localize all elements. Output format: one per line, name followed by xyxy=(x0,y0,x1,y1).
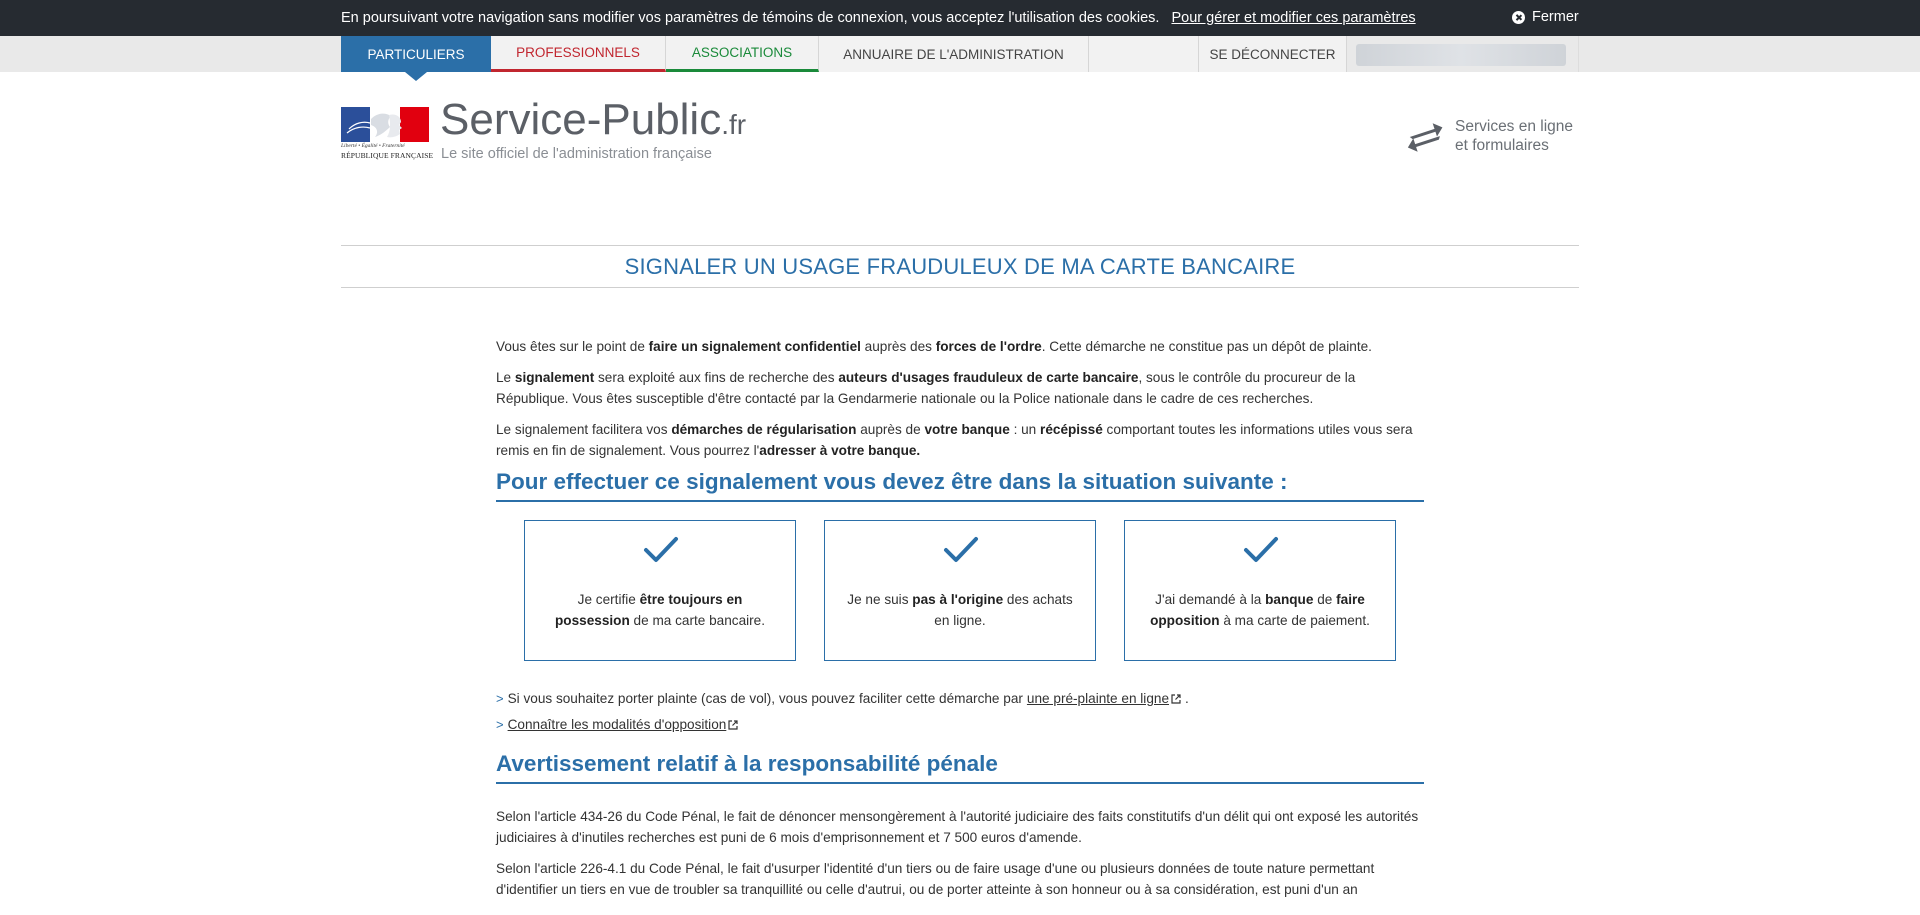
cookie-banner xyxy=(0,0,1920,36)
cookie-text: En poursuivant votre navigation sans modifier vos paramètres de témoins de connexion, vous acceptez l'utilisation des cookies. xyxy=(341,10,1160,26)
tab-particuliers[interactable]: PARTICULIERS xyxy=(341,36,491,72)
site-brand[interactable] xyxy=(440,95,747,144)
tab-associations[interactable]: ASSOCIATIONS xyxy=(666,36,819,72)
title-divider-top xyxy=(341,245,1579,246)
brand-tld: .fr xyxy=(721,109,747,140)
section-warning-title: Avertissement relatif à la responsabilité pénale xyxy=(496,753,1424,784)
title-divider-bottom xyxy=(341,287,1579,288)
warning-paragraph-2: Selon l'article 226-4.1 du Code Pénal, le fait d'usurper l'identité d'un tiers ou de faire usage d'une ou plusieurs données de toute nature permettant d'identifier un tiers en vue de troubler sa tranquillité ou celle d'autrui, ou de porter atteinte à son honneur ou à sa considération, est puni d'un an xyxy=(496,861,1375,897)
preplainte-link[interactable]: une pré-plainte en ligne xyxy=(1027,688,1181,709)
site-tagline: Le site officiel de l'administration française xyxy=(441,146,712,162)
condition-text: J'ai demandé à la banque de faire opposition à ma carte de paiement. xyxy=(1150,592,1370,628)
condition-card xyxy=(1124,520,1396,661)
intro-paragraph-3: Le signalement facilitera vos démarches de régularisation auprès de votre banque : un récépissé comportant toutes les informations utiles vous sera remis en fin de signalement. Vous pourrez l'adresser à votre banque. xyxy=(496,422,1413,458)
main-content xyxy=(496,336,1424,910)
external-link-icon xyxy=(1171,694,1181,704)
services-en-ligne-link[interactable] xyxy=(1405,117,1573,155)
preplainte-text: Si vous souhaitez porter plainte (cas de vol), vous pouvez faciliter cette démarche par xyxy=(507,691,1023,706)
top-navigation xyxy=(0,36,1920,72)
warning-paragraph-1: Selon l'article 434-26 du Code Pénal, le fait de dénoncer mensongèrement à l'autorité judiciaire des faits constitutifs d'un délit qui ont exposé les autorités judiciaires à d'inutiles recherches est puni de 6 mois d'emprisonnement et 7 500 euros d'amende. xyxy=(496,809,1419,845)
logout-button[interactable]: SE DÉCONNECTER xyxy=(1199,36,1347,72)
cookie-settings-link[interactable]: Pour gérer et modifier ces paramètres xyxy=(1171,10,1416,26)
user-account-blurred[interactable] xyxy=(1356,44,1566,66)
checkmark-icon xyxy=(642,533,680,567)
checkmark-icon xyxy=(1242,533,1280,567)
services-line-1: Services en ligne xyxy=(1455,118,1574,135)
republique-francaise: RÉPUBLIQUE FRANÇAISE xyxy=(341,151,434,160)
link-row-opposition xyxy=(496,714,1424,735)
condition-text: Je certifie être toujours en possession de ma carte bancaire. xyxy=(554,592,766,628)
tab-professionnels[interactable]: PROFESSIONNELS xyxy=(491,36,666,72)
marianne-motto: Liberté • Égalité • Fraternité xyxy=(341,143,405,149)
condition-text: Je ne suis pas à l'origine des achats en ligne. xyxy=(847,592,1073,628)
condition-card xyxy=(824,520,1096,661)
services-line-2: et formulaires xyxy=(1455,137,1549,154)
opposition-link[interactable]: Connaître les modalités d'opposition xyxy=(508,714,739,735)
condition-card xyxy=(524,520,796,661)
brand-name: Service-Public xyxy=(440,95,722,144)
marianne-flag-icon xyxy=(341,107,429,142)
section-conditions-title: Pour effectuer ce signalement vous devez être dans la situation suivante : xyxy=(496,471,1424,502)
link-row-preplainte: > Si vous souhaitez porter plainte (cas de vol), vous pouvez faciliter cette démarche par une pré-plainte en ligne . xyxy=(496,688,1424,709)
close-icon xyxy=(1512,11,1525,24)
marianne-logo[interactable] xyxy=(341,107,434,161)
external-link-icon xyxy=(728,720,738,730)
exchange-arrows-icon xyxy=(1405,120,1445,152)
chevron-right-icon: > xyxy=(496,717,504,732)
cookie-close-label: Fermer xyxy=(1532,9,1579,25)
chevron-right-icon: > xyxy=(496,691,504,706)
intro-paragraph-2: Le signalement sera exploité aux fins de recherche des auteurs d'usages frauduleux de carte bancaire, sous le contrôle du procureur de la République. Vous êtes susceptible d'être contacté par la Gendarmerie nationale ou la Police nationale dans le cadre de ces recherches. xyxy=(496,370,1356,406)
cookie-close-button[interactable] xyxy=(1512,9,1579,25)
page-title: SIGNALER UN USAGE FRAUDULEUX DE MA CARTE BANCAIRE xyxy=(624,254,1296,279)
cookie-message xyxy=(341,10,1416,26)
related-links xyxy=(496,688,1424,735)
checkmark-icon xyxy=(942,533,980,567)
nav-spacer xyxy=(1089,36,1199,72)
conditions-list xyxy=(496,520,1424,690)
tab-annuaire[interactable]: ANNUAIRE DE L'ADMINISTRATION xyxy=(819,36,1089,72)
intro-paragraph-1: Vous êtes sur le point de faire un signalement confidentiel auprès des forces de l'ordre. Cette démarche ne constitue pas un dépôt de plainte. xyxy=(496,339,1372,354)
